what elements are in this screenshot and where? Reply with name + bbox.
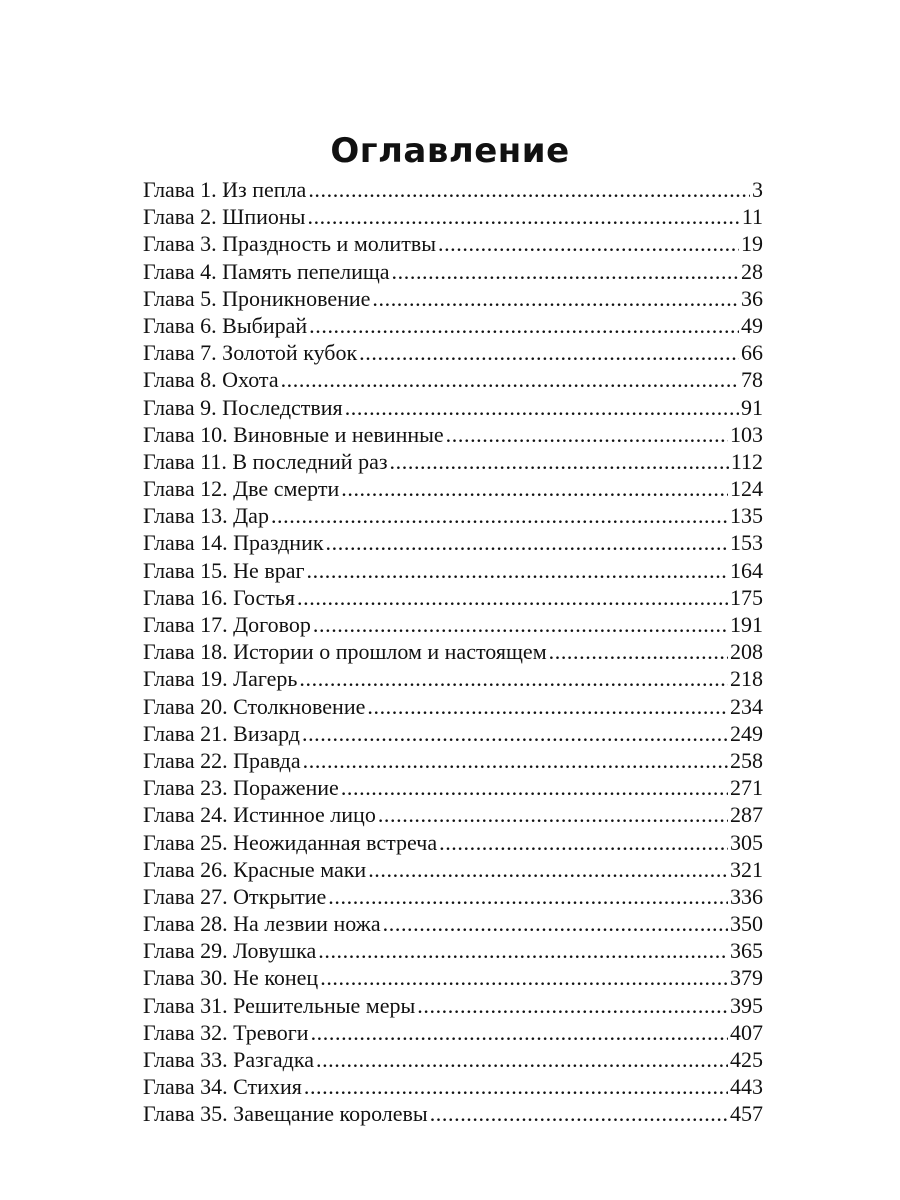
toc-dot-leader [304, 1073, 728, 1100]
toc-entry-page-number: 208 [730, 639, 763, 665]
toc-entry-label: Глава 5. Проникновение [143, 285, 371, 311]
toc-entry-page-number: 425 [730, 1047, 763, 1072]
toc-entry [143, 529, 763, 556]
toc-entry [143, 312, 763, 339]
toc-dot-leader [372, 285, 739, 312]
toc-entry-page-number: 321 [730, 856, 763, 882]
toc-entry [143, 774, 763, 801]
toc-entry [143, 448, 763, 475]
toc-dot-leader [383, 910, 728, 937]
toc-dot-leader [281, 366, 739, 393]
toc-dot-leader [378, 801, 728, 828]
toc-entry-label: Глава 9. Последствия [143, 394, 343, 420]
toc-entry [143, 693, 763, 720]
toc-entry-label: Глава 7. Золотой кубок [143, 340, 358, 366]
toc-entry-page-number: 66 [741, 340, 763, 366]
toc-entry-page-number: 395 [730, 992, 763, 1018]
toc-entry-label: Глава 24. Истинное лицо [143, 802, 376, 828]
toc-entry-page-number: 135 [730, 503, 763, 529]
toc-dot-leader [297, 584, 728, 611]
toc-dot-leader [446, 421, 728, 448]
toc-entry-page-number: 379 [730, 965, 763, 991]
toc-dot-leader [307, 203, 739, 230]
toc-entry-page-number: 124 [730, 476, 763, 502]
toc-entry [143, 638, 763, 665]
toc-entry [143, 611, 763, 638]
toc-entry-label: Глава 18. Истории о прошлом и настоящем [143, 639, 547, 665]
toc-entry [143, 747, 763, 774]
toc-entry-page-number: 49 [741, 312, 763, 338]
toc-entry [143, 1046, 763, 1073]
toc-entry-page-number: 287 [730, 802, 763, 828]
toc-dot-leader [345, 394, 739, 421]
toc-entry-label: Глава 31. Решительные меры [143, 992, 416, 1018]
toc-entry [143, 339, 763, 366]
toc-entry [143, 230, 763, 257]
toc-entry-label: Глава 17. Договор [143, 612, 311, 637]
toc-entry [143, 910, 763, 937]
toc-entry-page-number: 407 [730, 1019, 763, 1045]
toc-entry [143, 1019, 763, 1046]
toc-entry-label: Глава 1. Из пепла [143, 177, 307, 202]
toc-entry-label: Глава 29. Ловушка [143, 938, 317, 964]
toc-dot-leader [307, 557, 729, 584]
toc-entry-page-number: 249 [730, 720, 763, 746]
toc-entry-page-number: 234 [730, 693, 763, 719]
toc-entry-label: Глава 26. Красные маки [143, 856, 367, 882]
toc-entry-page-number: 365 [730, 938, 763, 964]
toc-entry-page-number: 258 [730, 747, 763, 773]
toc-entry [143, 203, 763, 230]
toc-entry [143, 992, 763, 1019]
toc-entry-page-number: 78 [741, 367, 763, 393]
toc-entry-label: Глава 28. На лезвии ножа [143, 911, 381, 937]
toc-dot-leader [392, 258, 739, 285]
toc-entry-label: Глава 34. Стихия [143, 1074, 302, 1100]
toc-dot-leader [341, 774, 728, 801]
toc-entry-page-number: 153 [730, 530, 763, 556]
toc-entry-page-number: 457 [730, 1101, 763, 1127]
toc-dot-leader [302, 720, 728, 747]
page-title: Оглавление [330, 130, 570, 171]
toc-dot-leader [368, 856, 728, 883]
toc-dot-leader [438, 230, 739, 257]
toc-entry [143, 937, 763, 964]
toc-dot-leader [549, 638, 728, 665]
toc-entry-label: Глава 33. Разгадка [143, 1047, 314, 1072]
toc-entry [143, 1100, 763, 1127]
toc-entry-page-number: 28 [741, 258, 763, 284]
toc-entry [143, 176, 763, 203]
toc-entry-page-number: 11 [741, 204, 763, 230]
toc-dot-leader [359, 339, 739, 366]
toc-entry [143, 856, 763, 883]
toc-dot-leader [328, 883, 728, 910]
toc-entry-label: Глава 21. Визард [143, 720, 300, 746]
toc-entry-page-number: 3 [752, 177, 763, 202]
toc-dot-leader [390, 448, 729, 475]
toc-dot-leader [439, 829, 728, 856]
toc-entry [143, 502, 763, 529]
toc-entry [143, 1073, 763, 1100]
toc-entry [143, 394, 763, 421]
toc-entry-page-number: 191 [730, 612, 763, 637]
toc-dot-leader [303, 747, 728, 774]
toc-dot-leader [308, 176, 750, 203]
toc-entry-label: Глава 4. Память пепелища [143, 258, 390, 284]
toc-entry-label: Глава 2. Шпионы [143, 204, 306, 230]
toc-dot-leader [299, 665, 728, 692]
toc-entry-label: Глава 13. Дар [143, 503, 269, 529]
toc-entry-label: Глава 20. Столкновение [143, 693, 366, 719]
toc-dot-leader [316, 1046, 728, 1073]
toc-entry-label: Глава 19. Лагерь [143, 666, 298, 692]
toc-entry [143, 421, 763, 448]
toc-entry-page-number: 350 [730, 911, 763, 937]
toc-dot-leader [313, 611, 728, 638]
toc-entry [143, 366, 763, 393]
toc-entry-label: Глава 16. Гостья [143, 584, 296, 610]
toc-entry-label: Глава 32. Тревоги [143, 1019, 309, 1045]
toc-dot-leader [367, 693, 728, 720]
toc-entry-label: Глава 25. Неожиданная встреча [143, 829, 438, 855]
toc-entry [143, 475, 763, 502]
toc-entry [143, 964, 763, 991]
toc-entry [143, 258, 763, 285]
toc-entry-label: Глава 22. Правда [143, 747, 301, 773]
toc-entry [143, 584, 763, 611]
toc-entry-label: Глава 11. В последний раз [143, 448, 388, 474]
toc-entry-label: Глава 15. Не враг [143, 557, 305, 583]
toc-entry-page-number: 91 [741, 394, 763, 420]
toc-entry-label: Глава 10. Виновные и невинные [143, 421, 444, 447]
toc-entry [143, 285, 763, 312]
toc-dot-leader [430, 1100, 728, 1127]
toc-entry [143, 829, 763, 856]
toc-dot-leader [318, 937, 728, 964]
toc-entry-page-number: 336 [730, 883, 763, 909]
toc-entry-page-number: 271 [730, 775, 763, 801]
toc-entry [143, 883, 763, 910]
toc-dot-leader [311, 1019, 728, 1046]
toc-entry-label: Глава 23. Поражение [143, 775, 339, 801]
toc-entry-page-number: 36 [741, 285, 763, 311]
toc-entry-page-number: 164 [730, 557, 763, 583]
toc-dot-leader [320, 964, 728, 991]
toc-entry-page-number: 112 [730, 448, 763, 474]
toc-entry-page-number: 443 [730, 1074, 763, 1100]
toc-entry-label: Глава 14. Праздник [143, 530, 324, 556]
toc-dot-leader [271, 502, 728, 529]
toc-entry-label: Глава 35. Завещание королевы [143, 1101, 428, 1127]
toc-entry [143, 557, 763, 584]
toc-entry-label: Глава 12. Две смерти [143, 476, 340, 502]
toc-entry [143, 665, 763, 692]
table-of-contents [143, 176, 763, 1128]
toc-entry-label: Глава 6. Выбирай [143, 312, 308, 338]
toc-entry [143, 720, 763, 747]
toc-entry-label: Глава 30. Не конец [143, 965, 319, 991]
toc-entry-label: Глава 3. Праздность и молитвы [143, 231, 436, 257]
toc-dot-leader [341, 475, 728, 502]
toc-entry-page-number: 175 [730, 584, 763, 610]
toc-entry-page-number: 103 [730, 421, 763, 447]
toc-entry-label: Глава 27. Открытие [143, 883, 327, 909]
toc-entry-label: Глава 8. Охота [143, 367, 279, 393]
toc-dot-leader [309, 312, 739, 339]
toc-entry-page-number: 19 [741, 231, 763, 257]
toc-entry [143, 801, 763, 828]
toc-entry-page-number: 218 [730, 666, 763, 692]
toc-entry-page-number: 305 [730, 829, 763, 855]
toc-dot-leader [417, 992, 728, 1019]
toc-dot-leader [326, 529, 728, 556]
